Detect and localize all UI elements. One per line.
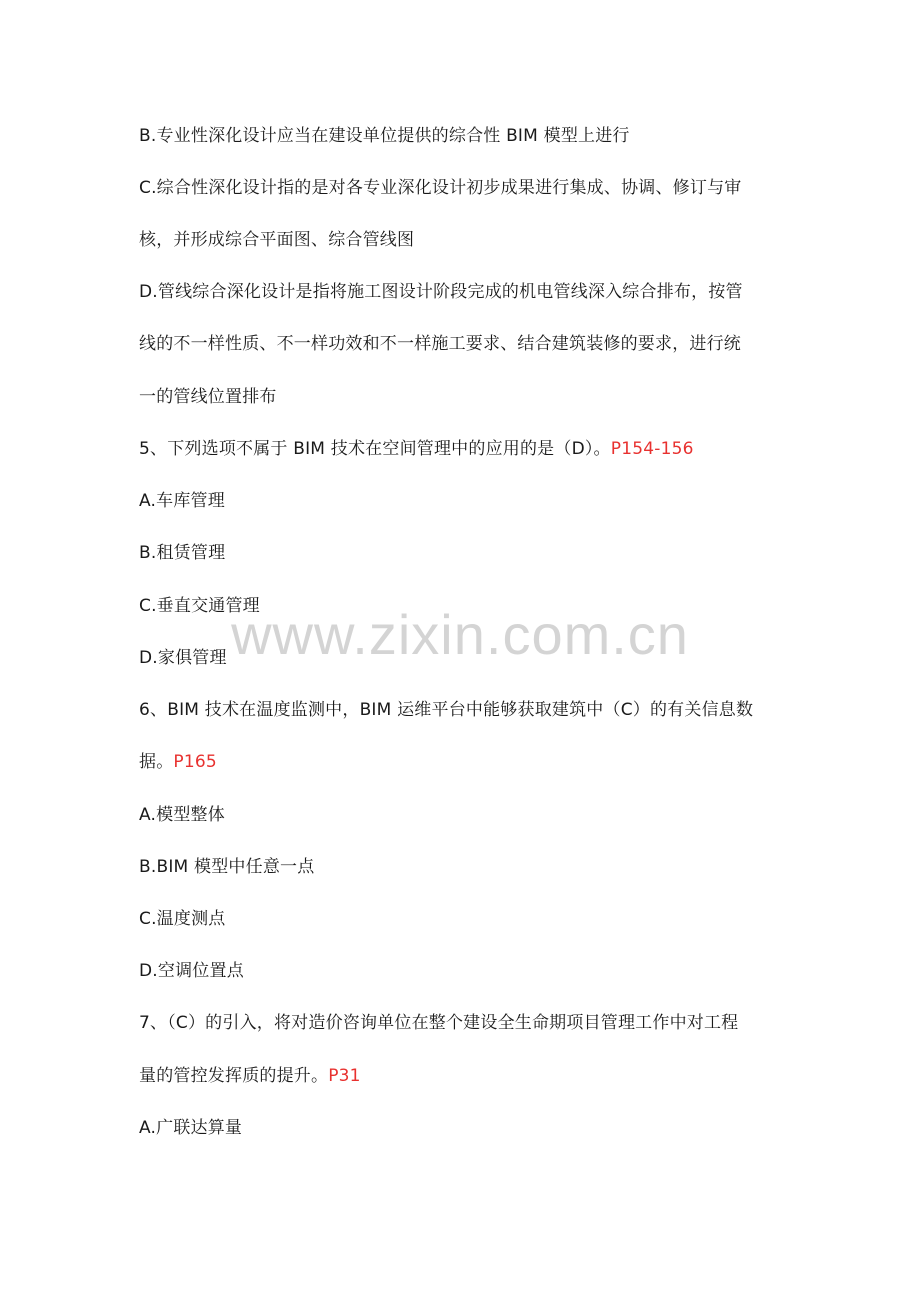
question-6-page-ref: P165 (173, 752, 217, 772)
question-7-page-ref: P31 (328, 1066, 361, 1086)
option-d-text: D.管线综合深化设计是指将施工图设计阶段完成的机电管线深入综合排布，按管 (139, 282, 743, 302)
question-5-option-d: D.家俱管理 (139, 648, 227, 668)
option-d-text-cont-1: 线的不一样性质、不一样功效和不一样施工要求、结合建筑装修的要求，进行统 (139, 334, 741, 354)
option-b-text: B.专业性深化设计应当在建设单位提供的综合性 BIM 模型上进行 (139, 126, 630, 146)
option-c-text-cont: 核，并形成综合平面图、综合管线图 (139, 230, 415, 250)
question-6-option-b: B.BIM 模型中任意一点 (139, 857, 315, 877)
question-5-option-a: A.车库管理 (139, 491, 225, 511)
question-7-text-cont: 量的管控发挥质的提升。 (139, 1066, 329, 1086)
question-5-text: 5、下列选项不属于 BIM 技术在空间管理中的应用的是（D）。 (139, 439, 611, 459)
question-6-text: 6、BIM 技术在温度监测中，BIM 运维平台中能够获取建筑中（C）的有关信息数 (139, 700, 754, 720)
question-7-cont (139, 1064, 789, 1088)
question-7-option-a: A.广联达算量 (139, 1118, 243, 1138)
question-5-option-b: B.租赁管理 (139, 543, 226, 563)
question-5 (139, 437, 789, 461)
option-d-text-cont-2: 一的管线位置排布 (139, 387, 277, 407)
question-6-option-d: D.空调位置点 (139, 961, 244, 981)
option-c-text: C.综合性深化设计指的是对各专业深化设计初步成果进行集成、协调、修订与审 (139, 178, 742, 198)
question-6-option-a: A.模型整体 (139, 805, 225, 825)
question-5-page-ref: P154-156 (610, 439, 694, 459)
question-6-option-c: C.温度测点 (139, 909, 226, 929)
question-5-option-c: C.垂直交通管理 (139, 596, 260, 616)
question-6-text-cont: 据。 (139, 752, 174, 772)
question-6-cont (139, 750, 789, 774)
watermark: www.zixin.com.cn (231, 603, 689, 666)
question-7-text: 7、（C）的引入，将对造价咨询单位在整个建设全生命期项目管理工作中对工程 (139, 1013, 739, 1033)
